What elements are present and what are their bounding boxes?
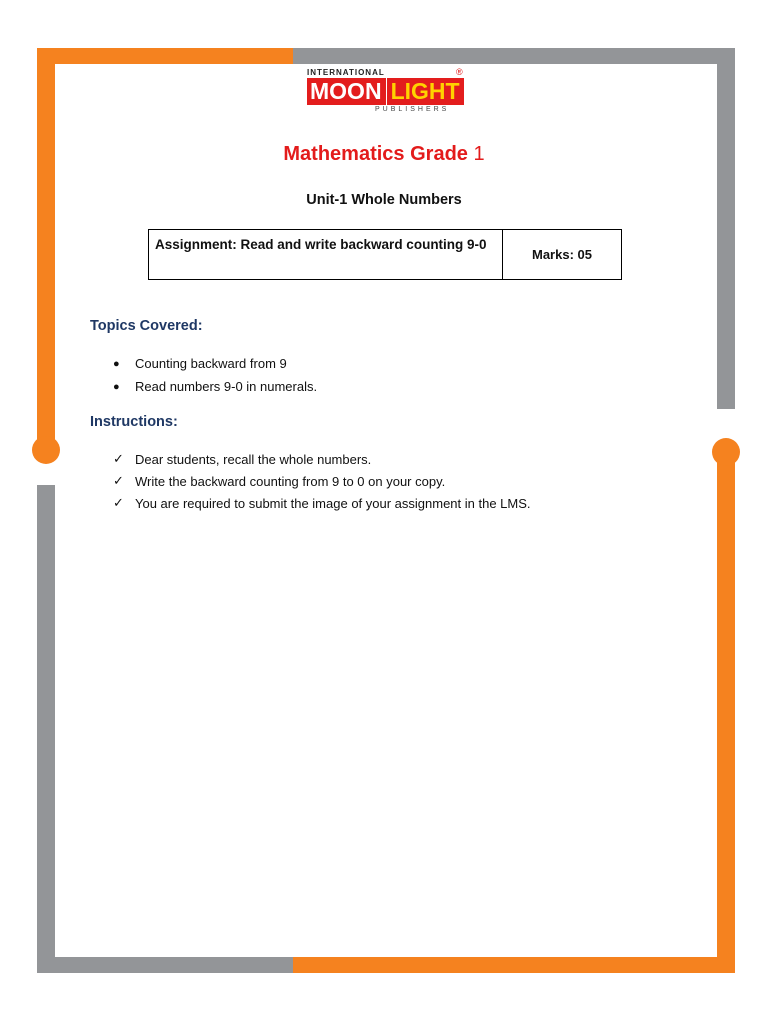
list-item	[113, 492, 531, 514]
title-text: Mathematics Grade	[283, 143, 468, 165]
frame-right-orange	[717, 452, 735, 973]
bullet-icon: ●	[113, 357, 120, 370]
checkmark-icon: ✓	[113, 495, 124, 510]
topic-text: Read numbers 9-0 in numerals.	[135, 379, 318, 394]
frame-right-gray	[717, 48, 735, 409]
logo-moon-text: MOON	[307, 78, 386, 105]
unit-heading: Unit-1 Whole Numbers	[306, 192, 462, 208]
instruction-text: Write the backward counting from 9 to 0 on your copy.	[135, 473, 446, 489]
instructions-list	[113, 448, 531, 514]
instructions-heading: Instructions:	[90, 414, 178, 430]
frame-right-dot	[712, 438, 740, 466]
instruction-text: Dear students, recall the whole numbers.	[135, 451, 372, 467]
checkmark-icon: ✓	[113, 473, 124, 488]
frame-top-orange	[37, 48, 293, 64]
assignment-table	[148, 229, 622, 280]
frame-left-dot	[32, 436, 60, 464]
instruction-text: You are required to submit the image of your assignment in the LMS.	[135, 495, 531, 511]
page-title	[0, 143, 768, 166]
checkmark-icon: ✓	[113, 451, 124, 466]
marks-cell: Marks: 05	[532, 247, 592, 262]
title-grade-number: 1	[473, 143, 485, 165]
registered-mark: ®	[456, 67, 463, 77]
topics-heading: Topics Covered:	[90, 318, 203, 334]
bullet-icon: ●	[113, 380, 120, 393]
assignment-label: Assignment: Read and write backward counting 9-0	[149, 230, 503, 279]
list-item	[113, 448, 531, 470]
logo-light-text: LIGHT	[387, 78, 464, 105]
frame-left-orange	[37, 48, 55, 450]
logo-brand	[307, 78, 464, 105]
frame-top-gray	[293, 48, 735, 64]
logo-sub-text: PUBLISHERS	[375, 106, 450, 113]
list-item	[113, 375, 317, 398]
list-item	[113, 352, 317, 375]
topic-text: Counting backward from 9	[135, 356, 287, 371]
list-item	[113, 470, 531, 492]
topics-list	[113, 352, 317, 398]
frame-bottom-orange	[293, 957, 735, 973]
logo-top-text: INTERNATIONAL	[307, 68, 385, 77]
frame-left-gray	[37, 485, 55, 973]
publisher-logo	[307, 68, 469, 118]
frame-bottom-gray	[37, 957, 293, 973]
